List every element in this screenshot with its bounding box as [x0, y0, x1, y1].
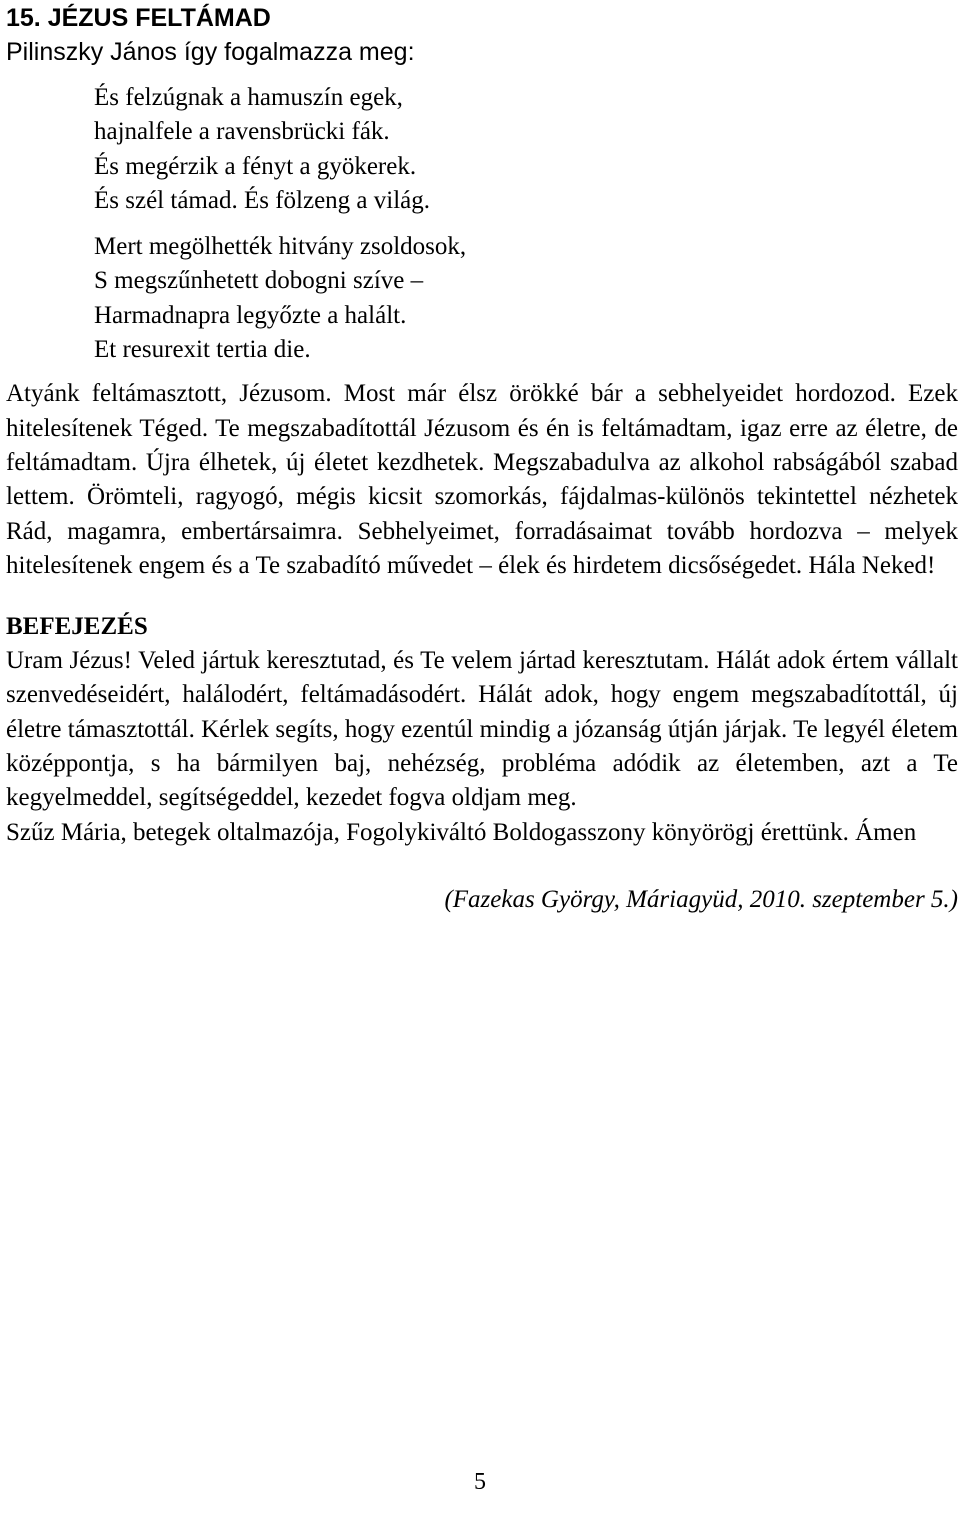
poem-stanza-1 — [94, 81, 958, 218]
poem-line: Et resurexit tertia die. — [94, 336, 311, 364]
poem-line: És felzúgnak a hamuszín egek, — [94, 84, 403, 111]
closing-prayer: Uram Jézus! Veled jártuk keresztutad, és Te velem jártad keresztutam. Hálát adok értem vállalt szenvedéseidért, halálodért, feltámadásodért. Hálát adok, hogy engem megszabadítottál, új életre támasztottál. Kérlek segíts, hogy ezentúl mindig a józanság útján járjak. Te legyél életem középpontja, s ha bármilyen baj, nehézség, probléma adódik az életemben, azt a Te kegyelmeddel, segítségeddel, kezedet fogva oldjam meg. — [6, 647, 958, 812]
poem-line: És megérzik a fényt a gyökerek. — [94, 152, 417, 180]
poem-line: S megszűnhetett dobogni szíve – — [94, 267, 424, 295]
document-page — [6, 0, 958, 917]
reflection-paragraph: Atyánk feltámasztott, Jézusom. Most már élsz örökké bár a sebhelyeidet hordozod. Ezek hitelesítenek Téged. Te megszabadítottál Jézusom és én is feltámadtam, igaz erre az életre, de feltámadtam. Újra élhetek, új életet kezdhetek. Megszabadulva az alkohol rabságából szabad lettem. Örömteli, ragyogó, mégis kicsit szomorkás, fájdalmas-különös tekintettel nézhetek Rád, magamra, embertársaimra. Sebhelyeimet, forradásaimat tovább hordozva – melyek hitelesítenek engem és a Te szabadító művedet – élek és hirdetem dicsőségedet. Hála Neked! — [6, 380, 958, 579]
poem-line: hajnalfele a ravensbrücki fák. — [94, 118, 390, 146]
poem-line: Mert megölhették hitvány zsoldosok, — [94, 233, 467, 261]
marian-prayer: Szűz Mária, betegek oltalmazója, Fogolykiváltó Boldogasszony könyörögj érettünk. Ámen — [6, 818, 917, 846]
author-signature: (Fazekas György, Máriagyüd, 2010. szeptember 5.) — [444, 885, 958, 913]
poem-line: Harmadnapra legyőzte a halált. — [94, 301, 407, 329]
poem — [6, 81, 958, 367]
closing-title: BEFEJEZÉS — [6, 613, 148, 641]
page-number: 5 — [474, 1469, 486, 1495]
chapter-heading: 15. JÉZUS FELTÁMAD — [6, 4, 271, 32]
poem-stanza-2 — [94, 230, 958, 367]
intro-line: Pilinszky János így fogalmazza meg: — [6, 38, 415, 66]
poem-line: És szél támad. És fölzeng a világ. — [94, 186, 430, 214]
